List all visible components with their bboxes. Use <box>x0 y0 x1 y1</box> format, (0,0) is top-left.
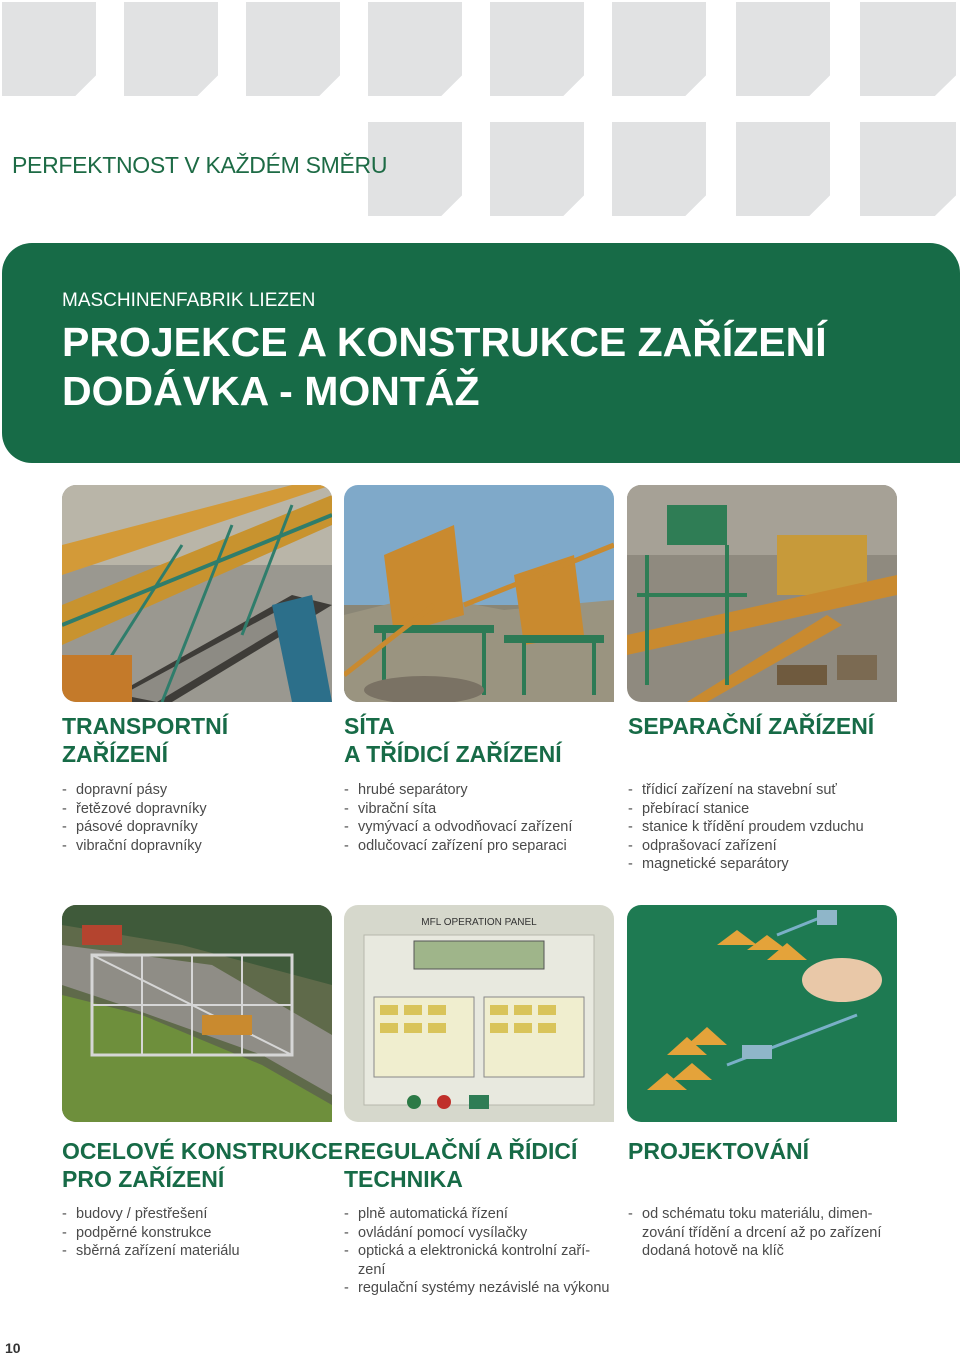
list-item: - ovládání pomocí vysílačky <box>344 1224 619 1243</box>
plant-design-render <box>627 905 897 1122</box>
section-title-design <box>628 1137 809 1165</box>
list-item <box>344 1242 619 1279</box>
list-item: - podpěrné konstrukce <box>62 1224 332 1243</box>
page-tagline: PERFEKTNOST V KAŽDÉM SMĚRU <box>12 152 388 178</box>
steel-structure-photo <box>62 905 332 1122</box>
list-item: - regulační systémy nezávislé na výkonu <box>344 1279 619 1298</box>
section-title-screens <box>344 712 562 768</box>
separation-plant-photo <box>627 485 897 702</box>
list-item-continuation: zení <box>358 1261 386 1278</box>
list-item: - vymývací a odvodňovací zařízení <box>344 818 619 837</box>
section-title-line: PRO ZAŘÍZENÍ <box>62 1166 225 1192</box>
list-item: - řetězové dopravníky <box>62 800 332 819</box>
section-title-steel <box>62 1137 343 1193</box>
section-list-separation <box>628 781 918 874</box>
decorative-tile <box>736 2 830 96</box>
list-item: - třídicí zařízení na stavební suť <box>628 781 918 800</box>
control-panel-photo <box>344 905 614 1122</box>
screening-plant-photo <box>344 485 614 702</box>
section-list-transport <box>62 781 332 855</box>
section-title-line: PROJEKTOVÁNÍ <box>628 1138 810 1164</box>
list-item: - sběrná zařízení materiálu <box>62 1242 332 1261</box>
list-item: - stanice k třídění proudem vzduchu <box>628 818 918 837</box>
decorative-tile <box>860 122 956 216</box>
section-list-screens <box>344 781 619 855</box>
section-list-steel <box>62 1205 332 1261</box>
banner-title-line: DODÁVKA - MONTÁŽ <box>62 368 480 414</box>
section-title-separation <box>628 712 874 740</box>
title-banner <box>2 243 960 463</box>
list-item: - vibrační dopravníky <box>62 837 332 856</box>
section-title-line: TECHNIKA <box>344 1166 463 1192</box>
section-title-transport <box>62 712 228 768</box>
banner-title <box>62 318 827 416</box>
section-title-line: TRANSPORTNÍ <box>62 713 229 739</box>
decorative-tile <box>860 2 956 96</box>
section-title-line: REGULAČNÍ A ŘÍDICÍ <box>344 1138 578 1164</box>
list-item: - budovy / přestřešení <box>62 1205 332 1224</box>
list-item-continuation: zování třídění a drcení až po zařízení <box>642 1224 882 1241</box>
list-item: - přebírací stanice <box>628 800 918 819</box>
decorative-tile <box>490 122 584 216</box>
list-item: - vibrační síta <box>344 800 619 819</box>
decorative-tile <box>612 122 706 216</box>
decorative-tile <box>124 2 218 96</box>
list-item-text: od schématu toku materiálu, dimen- <box>642 1206 873 1222</box>
page-number: 10 <box>5 1340 21 1356</box>
company-name: MASCHINENFABRIK LIEZEN <box>62 290 316 311</box>
banner-title-line: PROJEKCE A KONSTRUKCE ZAŘÍZENÍ <box>62 319 827 365</box>
section-list-control <box>344 1205 619 1298</box>
list-item: - hrubé separátory <box>344 781 619 800</box>
list-item: - magnetické separátory <box>628 855 918 874</box>
list-item: - plně automatická řízení <box>344 1205 619 1224</box>
decorative-tile <box>490 2 584 96</box>
list-item: - odlučovací zařízení pro separaci <box>344 837 619 856</box>
panel-label: MFL OPERATION PANEL <box>421 917 537 928</box>
list-item: - pásové dopravníky <box>62 818 332 837</box>
decorative-tile <box>368 2 462 96</box>
section-title-line: SÍTA <box>344 713 395 739</box>
decorative-tile <box>612 2 706 96</box>
section-title-line: A TŘÍDICÍ ZAŘÍZENÍ <box>344 741 562 767</box>
decorative-tile <box>2 2 96 96</box>
section-list-design <box>628 1205 918 1261</box>
section-title-line: ZAŘÍZENÍ <box>62 741 169 767</box>
decorative-tile <box>736 122 830 216</box>
list-item-continuation: dodaná hotově na klíč <box>642 1243 784 1259</box>
list-item <box>628 1205 918 1261</box>
section-title-control <box>344 1137 577 1193</box>
list-item: - dopravní pásy <box>62 781 332 800</box>
section-title-line: SEPARAČNÍ ZAŘÍZENÍ <box>628 713 875 739</box>
conveyor-photo <box>62 485 332 702</box>
decorative-tile <box>246 2 340 96</box>
list-item: - odprašovací zařízení <box>628 837 918 856</box>
section-title-line: OCELOVÉ KONSTRUKCE <box>62 1138 344 1164</box>
list-item-text: optická a elektronická kontrolní zaří- <box>358 1243 591 1259</box>
